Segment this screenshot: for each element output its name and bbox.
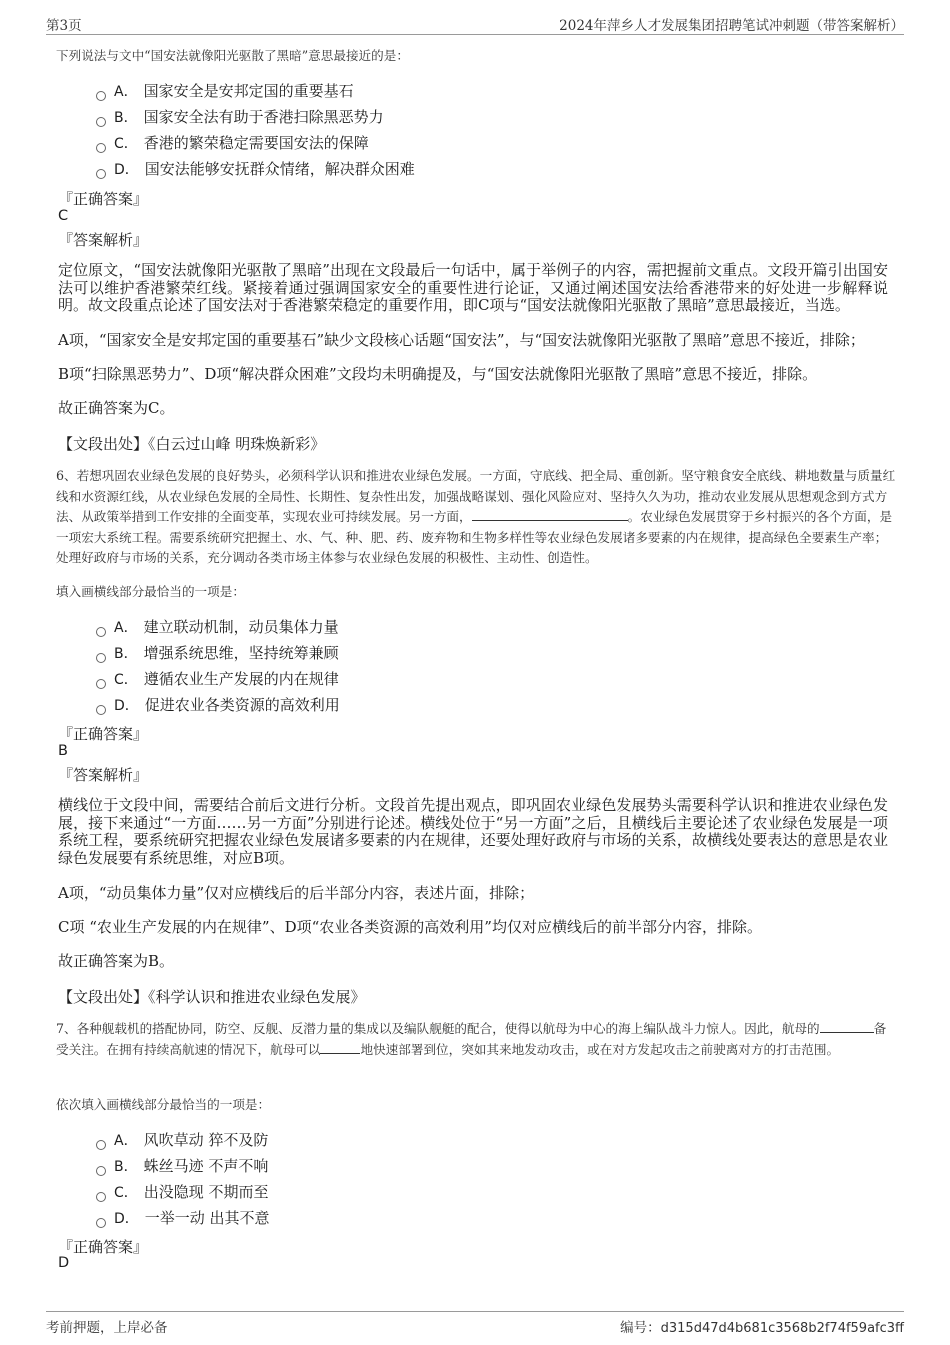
q6-analysis-paragraph: 故正确答案为B。 (58, 952, 175, 970)
radio-button-icon[interactable] (96, 1140, 106, 1150)
q7-option-c[interactable]: C． 出没隐现 不期而至 (96, 1181, 269, 1203)
radio-button-icon[interactable] (96, 1166, 106, 1176)
radio-button-icon[interactable] (96, 705, 106, 715)
q5-answer: C (58, 208, 69, 224)
q6-source: 【文段出处】《科学认识和推进农业绿色发展》 (58, 988, 366, 1006)
q6-option-b[interactable]: B． 增强系统思维，坚持统筹兼顾 (96, 642, 339, 664)
q5-option-a[interactable]: A． 国家安全是安邦定国的重要基石 (96, 80, 354, 102)
q5-source: 【文段出处】《白云过山峰 明珠焕新彩》 (58, 435, 326, 453)
q6-answer-label: 『正确答案』 (58, 725, 149, 743)
q6-option-d[interactable]: D． 促进农业各类资源的高效利用 (96, 694, 340, 716)
radio-button-icon[interactable] (96, 1192, 106, 1202)
answer-blank (320, 1041, 360, 1054)
q5-analysis-paragraph: A项，“国家安全是安邦定国的重要基石”缺少文段核心话题“国安法”，与“国安法就像阳光驱散了黑暗”意思不接近，排除； (58, 331, 865, 349)
q5-option-b[interactable]: B． 国家安全法有助于香港扫除黑恶势力 (96, 106, 384, 128)
radio-button-icon[interactable] (96, 117, 106, 127)
q7-option-a[interactable]: A． 风吹草动 猝不及防 (96, 1129, 268, 1151)
q5-analysis-label: 『答案解析』 (58, 231, 149, 249)
footer-slogan: 考前押题，上岸必备 (46, 1320, 168, 1336)
q5-analysis-paragraph: 定位原文，“国安法就像阳光驱散了黑暗”出现在文段最后一句话中，属于举例子的内容，需把握前文重点。文段开篇引出国安法可以维护香港繁荣红线。紧接着通过强调国家安全的重要性进行论证，又通过阐述国安法给香港带来的好处进一步解释说明。故文段重点论述了国安法对于香港繁荣稳定的重要作用，即C项与“国安法就像阳光驱散了黑暗”意思最接近，当选。 (58, 261, 888, 314)
q5-analysis-paragraph: 故正确答案为C。 (58, 399, 175, 417)
q6-analysis-paragraph: 横线位于文段中间，需要结合前后文进行分析。文段首先提出观点，即巩固农业绿色发展势头需要科学认识和推进农业绿色发展，接下来通过“一方面……另一方面”分别进行论述。横线处位于“另一方面”之后，且横线后主要论述了农业绿色发展是一项系统工程，要系统研究把握农业绿色发展诸多要素的内在规律，还要处理好政府与市场的关系，故横线处要表达的意思是农业绿色发展要有系统思维，对应B项。 (58, 796, 888, 867)
q7-answer: D (58, 1255, 70, 1271)
q5-answer-label: 『正确答案』 (58, 190, 149, 208)
q6-answer: B (58, 743, 68, 759)
q6-analysis-paragraph: C项 “农业生产发展的内在规律”、D项“农业各类资源的高效利用”均仅对应横线后的前半部分内容，排除。 (58, 918, 762, 936)
document-title: 2024年萍乡人才发展集团招聘笔试冲刺题（带答案解析） (559, 18, 904, 34)
q7-option-b[interactable]: B． 蛛丝马迹 不声不响 (96, 1155, 268, 1177)
radio-button-icon[interactable] (96, 1218, 106, 1228)
q7-option-d[interactable]: D． 一举一动 出其不意 (96, 1207, 270, 1229)
radio-button-icon[interactable] (96, 91, 106, 101)
page-footer (46, 1311, 904, 1338)
q6-option-a[interactable]: A． 建立联动机制，动员集体力量 (96, 616, 339, 638)
radio-button-icon[interactable] (96, 627, 106, 637)
q5-prompt: 下列说法与文中“国安法就像阳光驱散了黑暗”意思最接近的是： (56, 48, 409, 63)
page-number: 第3页 (46, 18, 82, 34)
radio-button-icon[interactable] (96, 143, 106, 153)
radio-button-icon[interactable] (96, 169, 106, 179)
q5-analysis-paragraph: B项“扫除黑恶势力”、D项“解决群众困难”文段均未明确提及，与“国安法就像阳光驱散了黑暗”意思不接近，排除。 (58, 365, 818, 383)
document-code: 编号：d315d47d4b681c3568b2f74f59afc3ff (620, 1320, 904, 1336)
q6-stem: 6、若想巩固农业绿色发展的良好势头，必须科学认识和推进农业绿色发展。一方面，守底线、把全局、重创新。坚守粮食安全底线、耕地数量与质量红线和水资源红线，从农业绿色发展的全局性、长期性、复杂性出发，加强战略谋划、强化风险应对、坚持久久为功，推动农业发展从思想观念到方式方法、从政策举措到工作安排的全面变革，实现农业可持续发展。另一方面， 。农业绿色发展贯穿于乡村振兴的各个方面，是一项宏大系统工程。需要系统研究把握土、水、气、种、肥、药、废弃物和生物多样性等农业绿色发展诸多要素的内在规律，提高绿色全要素生产率；处理好政府与市场的关系，充分调动各类市场主体参与农业绿色发展的积极性、主动性、创造性。 (56, 468, 896, 565)
q7-prompt: 依次填入画横线部分最恰当的一项是： (56, 1097, 271, 1112)
page-header (46, 12, 904, 35)
q5-option-d[interactable]: D． 国安法能够安抚群众情绪，解决群众困难 (96, 158, 415, 180)
answer-blank (862, 1020, 874, 1033)
q6-option-c[interactable]: C． 遵循农业生产发展的内在规律 (96, 668, 339, 690)
q6-prompt: 填入画横线部分最恰当的一项是： (56, 584, 245, 599)
answer-blank (820, 1020, 862, 1033)
answer-blank (472, 508, 628, 521)
radio-button-icon[interactable] (96, 653, 106, 663)
q6-analysis-label: 『答案解析』 (58, 766, 149, 784)
q6-analysis-paragraph: A项，“动员集体力量”仅对应横线后的后半部分内容，表述片面，排除； (58, 884, 535, 902)
q7-answer-label: 『正确答案』 (58, 1238, 149, 1256)
q7-stem: 7、各种舰载机的搭配协同，防空、反舰、反潜力量的集成以及编队舰艇的配合，使得以航母为中心的海上编队战斗力惊人。因此，航母的 备受关注。在拥有持续高航速的情况下，航母可以 地快速部署到位，突如其来地发动攻击，或在对方发起攻击之前驶离对方的打击范围。 (56, 1021, 887, 1057)
q5-option-c[interactable]: C． 香港的繁荣稳定需要国安法的保障 (96, 132, 369, 154)
radio-button-icon[interactable] (96, 679, 106, 689)
